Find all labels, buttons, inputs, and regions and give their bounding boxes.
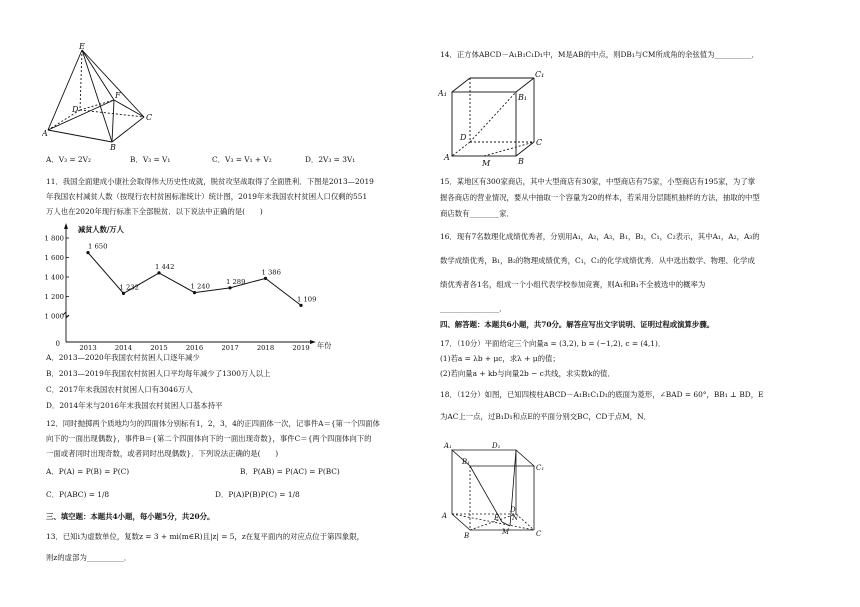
q13-line-1: 13．已知i为虚数单位，复数z = 3 + mi(m∈R)且|z| = 5，z在复平面内的对应点位于第四象限， — [46, 532, 365, 541]
chart-y-tick-label: 1 800 — [44, 234, 64, 243]
q12-line-2: 向下的一面出现偶数}，事件B＝{第二个四面体向下的一面出现奇数}，事件C＝{两个四面体向下的 — [46, 434, 372, 443]
chart-data-point — [86, 251, 89, 254]
chart-data-point — [193, 291, 196, 294]
prism-figure — [440, 440, 550, 588]
chart-x-tick-label: 2014 — [114, 344, 133, 350]
q11-line-2: 年我国农村减贫人数（按现行农村贫困标准统计）统计图，2019年末我国农村贫困人口仅剩的551 — [46, 192, 368, 201]
cube-label-b: B — [518, 157, 524, 166]
cube-figure — [438, 70, 548, 168]
chart-y-tick-label: 1 000 — [44, 312, 64, 321]
chart-x-tick-label: 2019 — [292, 344, 310, 350]
prism-label-d: D — [510, 506, 516, 514]
pyramid-label-d: D — [72, 105, 79, 114]
q12-line-3: 一面或者同时出现奇数，或者同时出现偶数}．下列说法正确的是( ) — [46, 449, 279, 458]
q11-option-c: C．2017年末我国农村贫困人口有3046万人 — [46, 385, 193, 394]
q12-option-a: A．P(A) = P(B) = P(C) — [46, 467, 130, 476]
q11-option-d: D．2014年末与2016年末我国农村贫困人口基本持平 — [46, 401, 223, 410]
prism-label-b: B — [464, 532, 470, 540]
cube-label-a1: A₁ — [438, 89, 447, 98]
chart-xlabel: 年份 — [317, 341, 332, 350]
chart-data-label: 1 650 — [88, 242, 108, 251]
q10-option-a: A．V₃ = 2V₂ — [46, 155, 91, 164]
chart-data-point — [264, 277, 267, 280]
chart-ylabel: 减贫人数/万人 — [78, 225, 124, 234]
q17-line-2: (1)若a = λb + μc，求λ + μ的值； — [440, 354, 560, 363]
q16-line-2: 数学成绩优秀，B₁，B₂的物理成绩优秀，C₁，C₂的化学成绩优秀．从中选出数学、物理、化学成 — [440, 256, 755, 265]
q18-line-1: 18．（12分）如图，已知四棱柱ABCD－A₁B₁C₁D₁的底面为菱形，∠BAD = 60°，BB₁ ⊥ BD，E — [440, 390, 764, 399]
q15-line-3: 商店数有________家． — [440, 209, 514, 218]
chart-data-point — [299, 304, 302, 307]
chart-x-tick-label: 2016 — [185, 344, 204, 350]
q11-option-b: B．2013—2019年我国农村贫困人口平均每年减少了1300万人以上 — [46, 369, 271, 378]
chart-series-line — [88, 253, 301, 306]
poverty-line-chart — [42, 222, 342, 350]
chart-data-label: 1 289 — [226, 277, 246, 286]
chart-origin-label: 0 — [55, 340, 60, 348]
q12-option-d: D．P(A)P(B)P(C) = 1/8 — [215, 490, 300, 499]
chart-x-tick-label: 2017 — [221, 344, 239, 350]
cube-label-d: D — [460, 133, 467, 142]
q11-option-a: A．2013—2020年我国农村贫困人口逐年减少 — [46, 353, 200, 362]
q11-line-1: 11．我国全面建成小康社会取得伟大历史性成就，脱贫攻坚战取得了全面胜利．下图是2013—2019 — [46, 177, 374, 186]
chart-x-tick-label: 2013 — [79, 344, 97, 350]
q12-option-c: C．P(ABC) = 1/8 — [46, 490, 110, 499]
prism-label-e: E — [494, 514, 500, 522]
q18-line-2: 为AC上一点，过B₁D₁和点E的平面分别交BC，CD于点M，N． — [440, 412, 651, 421]
cube-label-a: A — [444, 153, 450, 162]
pyramid-label-b: B — [110, 143, 116, 150]
cube-label-b1: B₁ — [518, 93, 528, 102]
prism-label-d1: D₁ — [492, 442, 501, 450]
q10-option-d: D．2V₃ = 3V₁ — [305, 155, 356, 164]
prism-label-c1: C₁ — [536, 464, 545, 472]
q16-line-3: 绩优秀者各1名，组成一个小组代表学校参加竞赛，则A₁和B₁不全被选中的概率为 — [440, 280, 706, 289]
chart-data-point — [157, 271, 160, 274]
q16-line-1: 16．现有7名数理化成绩优秀者，分别用A₁，A₂，A₃，B₁，B₂，C₁，C₂表示，其中A₁，A₂，A₃的 — [440, 232, 760, 241]
q12-line-1: 12．同时抛掷两个质地均匀的四面体分别标有1，2，3，4的正四面体一次，记事件A＝{第一个四面体 — [46, 419, 380, 428]
chart-x-tick-label: 2018 — [256, 344, 275, 350]
q15-line-1: 15．某地区有300家商店，其中大型商店有30家，中型商店有75家，小型商店有195家，为了掌 — [440, 177, 756, 186]
prism-label-a: A — [442, 512, 448, 520]
chart-data-label: 1 240 — [190, 282, 210, 291]
q10-option-c: C．V₃ = V₁ + V₂ — [212, 155, 272, 164]
q17-line-1: 17．（10分）平面给定三个向量a = (3,2), b = (−1,2), c = (4,1)． — [440, 339, 666, 348]
cube-label-m: M — [482, 159, 491, 168]
q12-option-b: B．P(AB) = P(AC) = P(BC) — [240, 467, 340, 476]
pyramid-label-f: F — [115, 91, 121, 100]
chart-x-tick-label: 2015 — [150, 344, 168, 350]
pyramid-label-c: C — [146, 113, 153, 122]
q11-line-3: 万人也在2020年现行标准下全部脱贫．以下说法中正确的是( ) — [46, 207, 263, 216]
prism-label-n: N — [512, 514, 519, 522]
q14-text: 14．正方体ABCD－A₁B₁C₁D₁中，M是AB的中点，则DB₁与CM所成角的余弦值为__________． — [440, 50, 759, 59]
prism-label-a1: A₁ — [444, 442, 452, 450]
q17-line-3: (2)若向量a + kb与向量2b − c共线，求实数k的值． — [440, 369, 615, 378]
chart-data-point — [228, 286, 231, 289]
q15-line-2: 握各商店的营业情况，要从中抽取一个容量为20的样本，若采用分层随机抽样的方法，抽取的中型 — [440, 193, 760, 202]
section-4-heading: 四、解答题：本题共6小题，共70分。解答应写出文字说明、证明过程或演算步骤。 — [440, 320, 715, 329]
cube-label-c1: C₁ — [535, 70, 545, 79]
chart-y-tick-label: 1 200 — [44, 293, 64, 301]
chart-data-label: 1 386 — [261, 268, 281, 277]
prism-label-m: M — [502, 528, 510, 536]
chart-data-point — [122, 292, 125, 295]
chart-y-tick-label: 1 600 — [44, 254, 64, 262]
cube-label-c: C — [536, 138, 543, 147]
chart-y-tick-label: 1 400 — [44, 273, 64, 282]
section-3-heading: 三、填空题：本题共4小题，每小题5分，共20分。 — [46, 512, 215, 521]
pyramid-figure — [42, 42, 162, 150]
q13-line-2: 则z的虚部为__________． — [46, 553, 132, 562]
prism-label-c: C — [536, 530, 542, 538]
chart-data-label: 1 109 — [297, 295, 317, 304]
chart-data-label: 1 232 — [119, 283, 139, 292]
chart-data-label: 1 442 — [155, 262, 175, 271]
q10-option-b: B．V₃ = V₁ — [130, 155, 171, 164]
q16-line-4: ________________． — [440, 304, 507, 313]
pyramid-label-a: A — [42, 129, 48, 138]
pyramid-label-e: E — [79, 42, 85, 51]
prism-label-b1: B₁ — [462, 458, 470, 466]
